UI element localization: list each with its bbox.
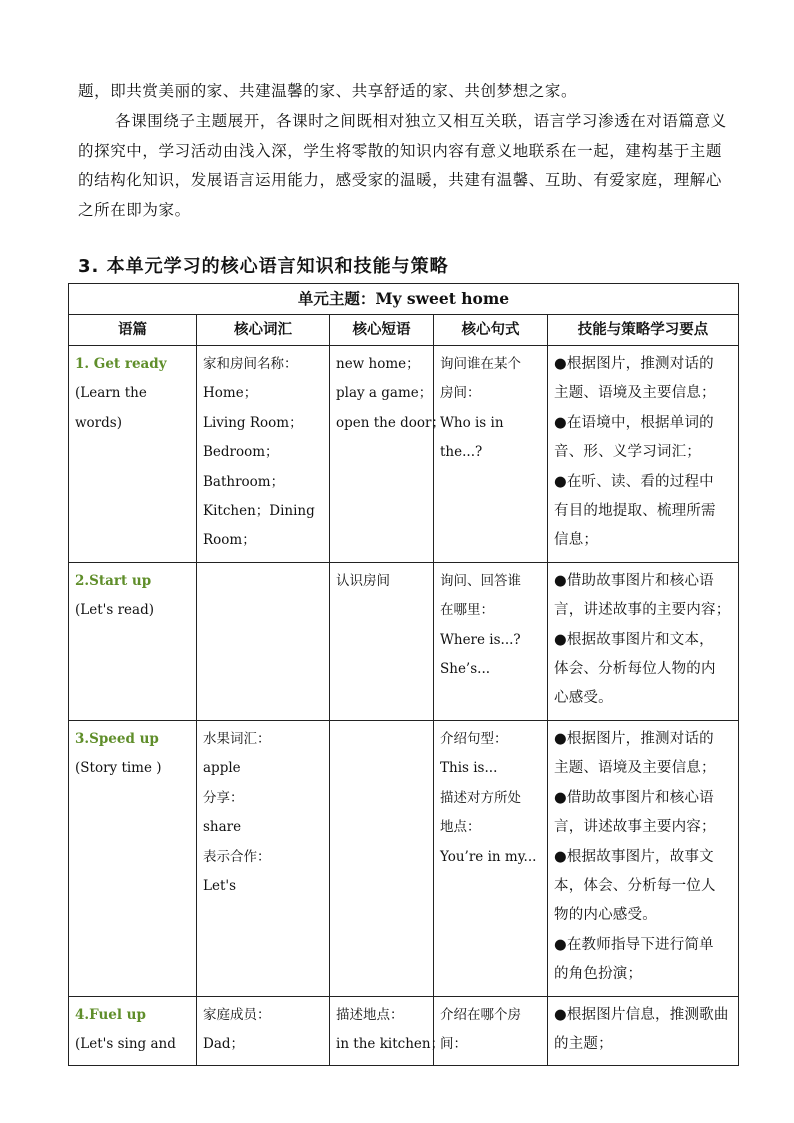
vocab-line: 分享： <box>203 789 244 806</box>
phrase-line: in the kitchen； <box>336 1035 445 1052</box>
header-skills: 技能与策略学习要点 <box>548 315 739 346</box>
intro-paragraph-1: 题，即共赏美丽的家、共建温馨的家、共享舒适的家、共创梦想之家。 <box>78 82 578 100</box>
skill-line: ●根据故事图片和文本， <box>554 631 714 648</box>
vocab-cell <box>197 346 330 563</box>
core-language-table <box>68 283 739 1066</box>
skill-line: 音、形、义学习词汇； <box>554 444 701 461</box>
skill-line: 信息； <box>554 532 599 549</box>
table-row <box>69 720 739 996</box>
phrase-line: open the door； <box>336 414 445 431</box>
vocab-line: Kitchen；Dining <box>203 503 315 520</box>
vocab-line: 家和房间名称： <box>203 356 298 372</box>
skill-line: ●根据图片信息，推测歌曲 <box>554 1006 729 1023</box>
phrase-line: play a game； <box>336 385 433 402</box>
skill-line: ●在语境中，根据单词的 <box>554 414 714 431</box>
vocab-cell <box>197 720 330 996</box>
lesson-cell <box>69 562 197 720</box>
phrase-cell <box>330 720 434 996</box>
sentence-line: She’s... <box>440 661 491 678</box>
skill-line: ●在教师指导下进行简单 <box>554 936 714 953</box>
vocab-cell <box>197 562 330 720</box>
sentence-line: 间： <box>440 1035 467 1052</box>
sentence-line: Who is in <box>440 414 504 431</box>
vocab-line: 表示合作： <box>203 848 271 865</box>
skill-cell <box>548 720 739 996</box>
header-lesson: 语篇 <box>69 315 197 346</box>
vocab-line: Home； <box>203 385 258 402</box>
skill-cell <box>548 562 739 720</box>
skill-line: 的主题； <box>554 1035 613 1052</box>
phrase-cell <box>330 346 445 563</box>
table-row <box>69 562 739 720</box>
skill-line: ●在听、读、看的过程中 <box>554 473 714 490</box>
sentence-line: Where is...? <box>440 631 521 648</box>
vocab-line: apple <box>203 760 241 777</box>
skill-line: ●借助故事图片和核心语 <box>554 789 714 806</box>
skill-line: 体会、分析每位人物的内 <box>554 661 716 678</box>
skill-line: 主题、语境及主要信息； <box>554 385 716 402</box>
skill-line: 本，体会、分析每一位人 <box>554 877 716 894</box>
table-body <box>69 346 739 1066</box>
lesson-title: 1. Get ready <box>75 356 167 372</box>
skill-cell <box>548 996 739 1066</box>
vocab-line: 水果词汇： <box>203 730 271 747</box>
vocab-line: 家庭成员： <box>203 1006 271 1023</box>
lesson-cell <box>69 720 197 996</box>
vocab-line: Bedroom； <box>203 444 279 461</box>
sentence-line: 介绍在哪个房 <box>440 1006 521 1023</box>
lesson-subtitle: (Story time ) <box>75 760 162 777</box>
vocab-line: share <box>203 819 242 836</box>
lesson-subtitle: (Let's sing and <box>75 1035 176 1052</box>
sentence-line: 地点： <box>440 819 481 836</box>
sentence-line: This is... <box>440 760 498 777</box>
phrase-line: 描述地点： <box>336 1006 404 1023</box>
lesson-title: 3.Speed up <box>75 730 159 747</box>
lesson-subtitle: (Learn the <box>75 385 147 402</box>
sentence-line: 询问谁在某个 <box>440 356 521 372</box>
sentence-line: 询问、回答谁 <box>440 572 521 589</box>
intro-paragraph-2: 各课围绕子主题展开，各课时之间既相对独立又相互关联，语言学习渗透在对语篇意义的探究中，学习活动由浅入深，学生将零散的知识内容有意义地联系在一起，建构基于主题的结构化知识，发展语言运用能力，感受家的温暖，共建有温馨、互助、有爱家庭，理解心之所在即为家。 <box>78 112 727 219</box>
vocab-line: Dad； <box>203 1035 245 1052</box>
skill-line: ●根据图片，推测对话的 <box>554 730 714 747</box>
skill-line: ●根据图片，推测对话的 <box>554 356 714 372</box>
header-sentences: 核心句式 <box>434 315 548 346</box>
lesson-subtitle: (Let's read) <box>75 602 154 619</box>
lesson-subtitle: words) <box>75 414 122 431</box>
lesson-title: 4.Fuel up <box>75 1006 146 1023</box>
skill-line: 心感受。 <box>554 690 613 707</box>
vocab-line: Bathroom； <box>203 473 285 490</box>
skill-line: 的角色扮演； <box>554 966 643 983</box>
sentence-cell <box>434 996 548 1066</box>
sentence-line: the...? <box>440 444 483 461</box>
skill-line: 言，讲述故事的主要内容； <box>554 602 731 619</box>
sentence-cell <box>434 720 548 996</box>
skill-line: ●借助故事图片和核心语 <box>554 572 714 589</box>
sentence-line: 房间： <box>440 385 481 402</box>
skill-line: 言，讲述故事主要内容； <box>554 819 716 836</box>
vocab-line: Living Room； <box>203 414 303 431</box>
sentence-line: 介绍句型： <box>440 730 508 747</box>
skill-line: ●根据故事图片，故事文 <box>554 848 714 865</box>
lesson-cell <box>69 346 197 563</box>
table-title: 单元主题：My sweet home <box>69 284 739 315</box>
table-row <box>69 996 739 1066</box>
sentence-cell <box>434 346 548 563</box>
phrase-cell <box>330 996 445 1066</box>
phrase-cell <box>330 562 434 720</box>
vocab-cell <box>197 996 330 1066</box>
phrase-line: 认识房间 <box>336 572 390 589</box>
sentence-cell <box>434 562 548 720</box>
skill-cell <box>548 346 739 563</box>
sentence-line: You’re in my... <box>440 848 537 865</box>
sentence-line: 描述对方所处 <box>440 789 521 806</box>
table-row <box>69 346 739 563</box>
skill-line: 主题、语境及主要信息； <box>554 760 716 777</box>
skill-line: 物的内心感受。 <box>554 907 657 924</box>
vocab-line: Let's <box>203 877 237 894</box>
sentence-line: 在哪里： <box>440 602 494 619</box>
section-heading: 3. 本单元学习的核心语言知识和技能与策略 <box>78 256 449 277</box>
phrase-line: new home； <box>336 356 420 372</box>
header-phrases: 核心短语 <box>330 315 434 346</box>
lesson-cell <box>69 996 197 1066</box>
skill-line: 有目的地提取、梳理所需 <box>554 503 716 520</box>
lesson-title: 2.Start up <box>75 572 152 589</box>
header-vocab: 核心词汇 <box>197 315 330 346</box>
vocab-line: Room； <box>203 532 256 549</box>
